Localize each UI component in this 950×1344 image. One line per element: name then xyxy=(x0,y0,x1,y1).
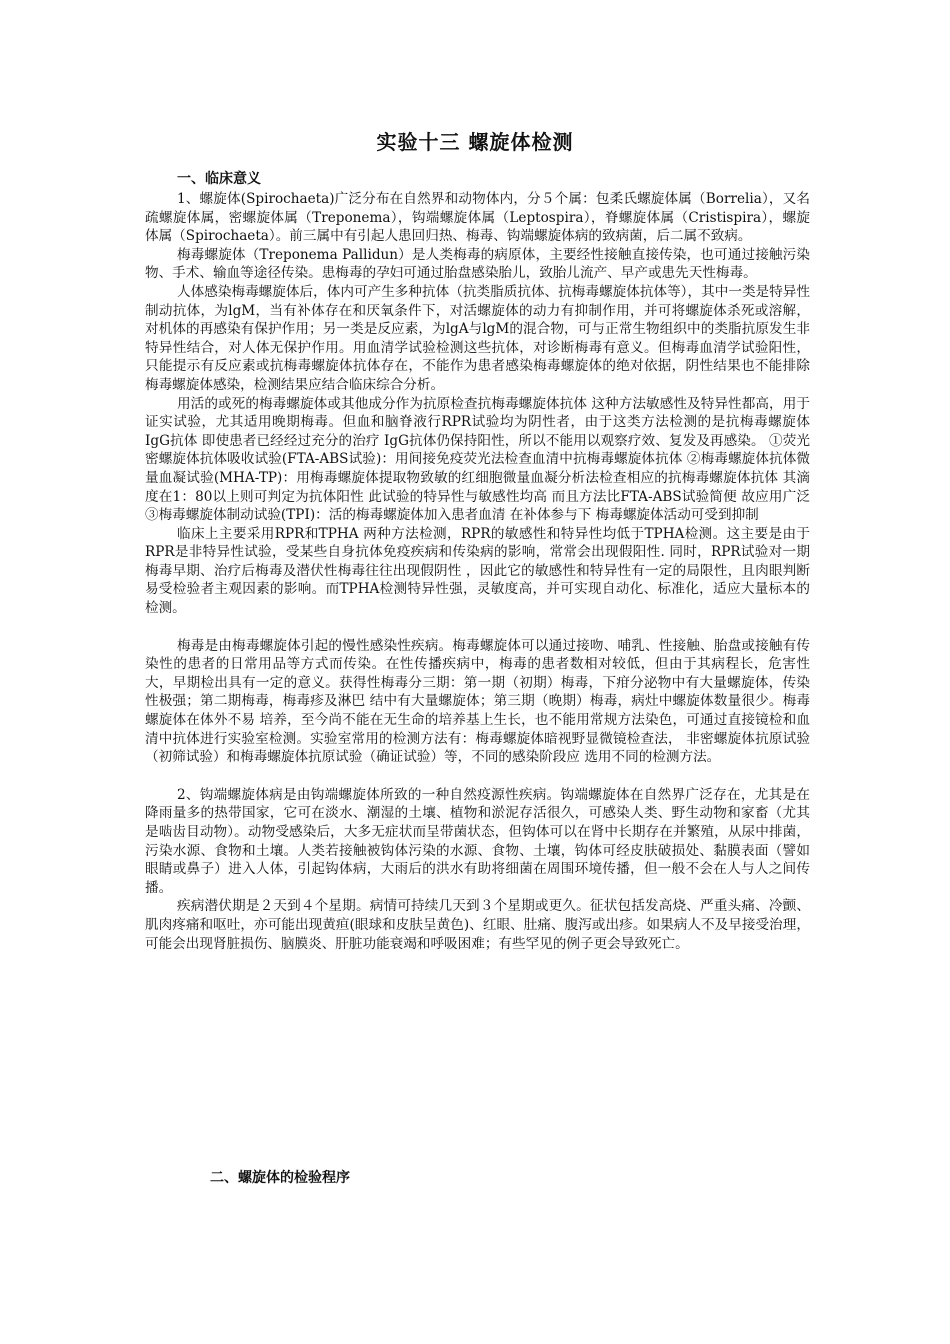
paragraph-incubation: 疾病潜伏期是２天到４个星期。病情可持续几天到３个星期或更久。征状包括发高烧、严重头痛、冷颤、肌肉疼痛和呕吐，亦可能出现黄疸(眼球和皮肤呈黄色)、红眼、肚痛、腹泻或出疹。如果病人不及早接受治理，可能会出现肾脏损伤、脑膜炎、肝脏功能衰竭和呼吸困难；有些罕见的例子更会导致死亡。 xyxy=(145,898,810,952)
paragraph-antibodies: 人体感染梅毒螺旋体后，体内可产生多种抗体（抗类脂质抗体、抗梅毒螺旋体抗体等），其中一类是特异性制动抗体，为lgM，当有补体存在和厌氧条件下，对活螺旋体的动力有抑制作用，并可将螺旋体杀死或溶解，对机体的再感染有保护作用；另一类是反应素，为lgA与lgM的混合物，可与正常生物组织中的类脂抗原发生非特异性结合，对人体无保护作用。用血清学试验检测这些抗体，对诊断梅毒有意义。但梅毒血清学试验阳性，只能提示有反应素或抗梅毒螺旋体抗体存在，不能作为患者感染梅毒螺旋体的绝对依据，阴性结果也不能排除梅毒螺旋体感染，检测结果应结合临床综合分析。 xyxy=(145,283,810,393)
section-heading-test-procedure: 二、螺旋体的检验程序 xyxy=(210,1170,350,1186)
paragraph-rpr-tpha: 临床上主要采用RPR和TPHA 两种方法检测，RPR的敏感性和特异性均低于TPHA检测。这主要是由于RPR是非特异性试验，受某些自身抗体免疫疾病和传染病的影响，常常会出现假阳性. 同时，RPR试验对一期梅毒早期、治疗后梅毒及潜伏性梅毒往往出现假阴性 ，因此它的敏感性和特异性有一定的局限性，且肉眼判断易受检验者主观因素的影响。而TPHA检测特异性强，灵敏度高，并可实现自动化、标准化，适应大量标本的检测。 xyxy=(145,525,810,617)
paragraph-spirochete-genera: 1、螺旋体(Spirochaeta)广泛分布在自然界和动物体内，分５个属：包柔氏螺旋体属（Borrelia），又名疏螺旋体属，密螺旋体属（Treponema），钩端螺旋体属（Leptospira），脊螺旋体属（Cristispira），螺旋体属（Spirochaeta）。前三属中有引起人患回归热、梅毒、钩端螺旋体病的致病菌，后二属不致病。 xyxy=(145,191,810,245)
paragraph-syphilis-stages: 梅毒是由梅毒螺旋体引起的慢性感染性疾病。梅毒螺旋体可以通过接吻、哺乳、性接触、胎盘或接触有传染性的患者的日常用品等方式而传染。在性传播疾病中，梅毒的患者数相对较低，但由于其病程长，危害性大，早期检出具有一定的意义。获得性梅毒分三期：第一期（初期）梅毒，下疳分泌物中有大量螺旋体，传染性极强；第二期梅毒，梅毒疹及淋巴 结中有大量螺旋体；第三期（晚期）梅毒，病灶中螺旋体数量很少。梅毒螺旋体在体外不易 培养，至今尚不能在无生命的培养基上生长，也不能用常规方法染色，可通过直接镜检和血 清中抗体进行实验室检测。实验室常用的检测方法有：梅毒螺旋体暗视野显微镜检查法， 非密螺旋体抗原试验（初筛试验）和梅毒螺旋体抗原试验（确证试验）等，不同的感染阶段应 选用不同的检测方法。 xyxy=(145,637,810,766)
body-text xyxy=(145,190,810,953)
paragraph-leptospirosis: 2、钩端螺旋体病是由钩端螺旋体所致的一种自然疫源性疾病。钩端螺旋体在自然界广泛存在，尤其是在降雨量多的热带国家，它可在淡水、潮湿的土壤、植物和淤泥存活很久，可感染人类、野生动物和家畜（尤其是啮齿目动物）。动物受感染后，大多无症状而呈带菌状态，但钩体可以在肾中长期存在并繁殖，从尿中排菌，污染水源、食物和土壤。人类若接触被钩体污染的水源、食物、土壤，钩体可经皮肤破损处、黏膜表面（譬如眼睛或鼻子）进入人体，引起钩体病，大雨后的洪水有助将细菌在周围环境传播，但一般不会在人与人之间传播。 xyxy=(145,786,810,896)
section-heading-clinical-significance: 一、临床意义 xyxy=(177,171,261,187)
page-title: 实验十三 螺旋体检测 xyxy=(376,130,574,154)
paragraph-antigen-tests: 用活的或死的梅毒螺旋体或其他成分作为抗原检查抗梅毒螺旋体抗体 这种方法敏感性及特异性都高，用于证实试验，尤其适用晚期梅毒。但血和脑脊液行RPR试验均为阴性者，由于这类方法检测的是抗梅毒螺旋体IgG抗体 即使患者已经经过充分的治疗 IgG抗体仍保持阳性，所以不能用以观察疗效、复发及再感染。 ①荧光密螺旋体抗体吸收试验(FTA-ABS试验)：用间接免疫荧光法检查血清中抗梅毒螺旋体抗体 ②梅毒螺旋体抗体微量血凝试验(MHA-TP)：用梅毒螺旋体提取物致敏的红细胞微量血凝分析法检查相应的抗梅毒螺旋体抗体 其滴度在1：80以上则可判定为抗体阳性 此试验的特异性与敏感性均高 而且方法比FTA-ABS试验简便 故应用广泛 ③梅毒螺旋体制动试验(TPI)：活的梅毒螺旋体加入患者血清 在补体参与下 梅毒螺旋体活动可受到抑制 xyxy=(145,395,810,524)
paragraph-treponema-pallidum: 梅毒螺旋体（Treponema Pallidun）是人类梅毒的病原体，主要经性接触直接传染，也可通过接触污染物、手术、输血等途径传染。患梅毒的孕妇可通过胎盘感染胎儿，致胎儿流产、早产或患先天性梅毒。 xyxy=(145,246,810,282)
